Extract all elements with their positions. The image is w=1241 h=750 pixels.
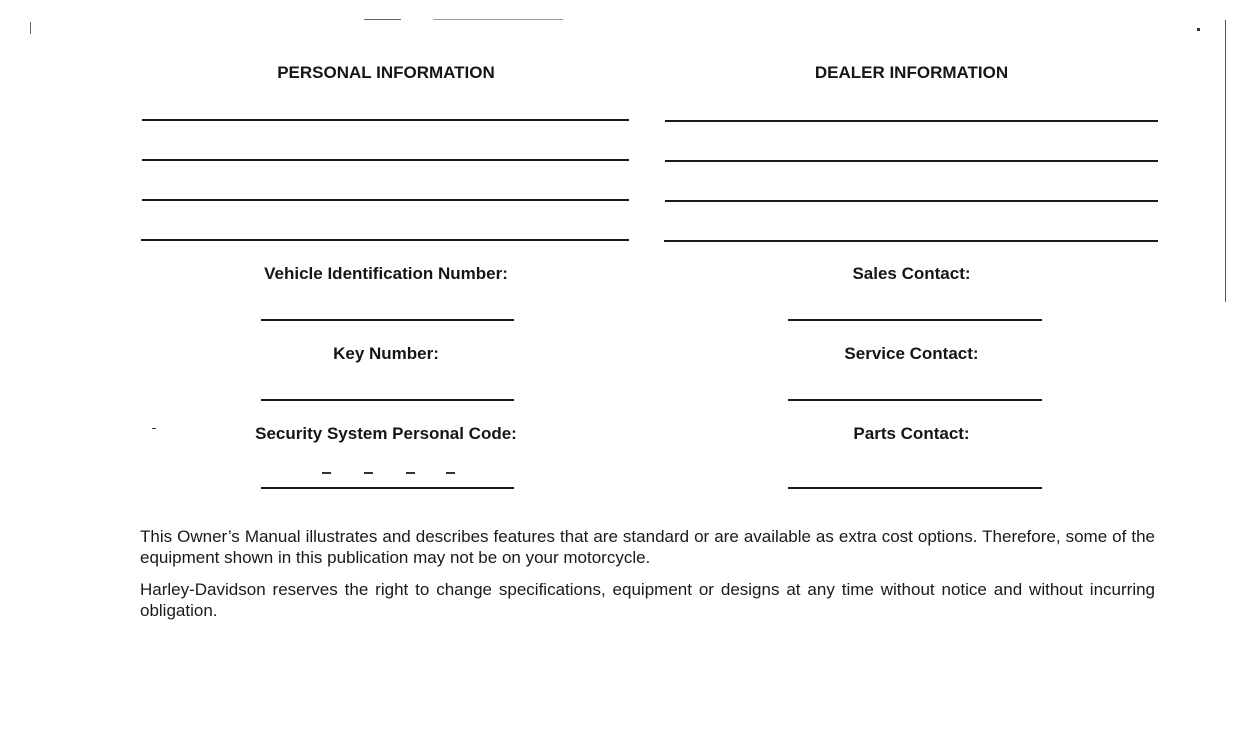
vin-label: Vehicle Identification Number: — [264, 264, 508, 283]
key-number-label: Key Number: — [333, 344, 439, 363]
code-digit-2[interactable] — [364, 472, 373, 474]
dealer-information-heading: DEALER INFORMATION — [814, 63, 1009, 82]
personal-line-2[interactable] — [142, 159, 629, 161]
notice-paragraph-options: This Owner’s Manual illustrates and describes features that are standard or are available as extra cost options. Therefore, some of the equipment shown in this publication may not be on your motorcycle. — [140, 527, 1155, 567]
personal-line-1[interactable] — [142, 119, 629, 121]
dealer-line-3[interactable] — [665, 200, 1158, 202]
code-digit-3[interactable] — [406, 472, 415, 474]
vin-line[interactable] — [261, 319, 514, 321]
scan-mark-right-dot — [1197, 28, 1200, 31]
security-code-line[interactable] — [261, 487, 514, 489]
sales-contact-label: Sales Contact: — [852, 264, 971, 283]
service-contact-line[interactable] — [788, 399, 1042, 401]
dealer-line-2[interactable] — [665, 160, 1158, 162]
code-digit-4[interactable] — [446, 472, 455, 474]
scan-mark-top-2 — [433, 19, 563, 20]
scan-mark-left — [30, 22, 31, 34]
parts-contact-label: Parts Contact: — [853, 424, 970, 443]
security-code-dashes[interactable] — [322, 472, 462, 476]
parts-contact-line[interactable] — [788, 487, 1042, 489]
scan-mark-top-1 — [364, 19, 401, 20]
dealer-line-1[interactable] — [665, 120, 1158, 122]
code-digit-1[interactable] — [322, 472, 331, 474]
key-number-line[interactable] — [261, 399, 514, 401]
sales-contact-line[interactable] — [788, 319, 1042, 321]
dealer-line-4[interactable] — [664, 240, 1158, 242]
service-contact-label: Service Contact: — [844, 344, 979, 363]
notice-paragraph-rights: Harley-Davidson reserves the right to change specifications, equipment or designs at any time without notice and without incurring obligation. — [140, 580, 1155, 620]
security-code-label: Security System Personal Code: — [255, 424, 517, 443]
personal-line-4[interactable] — [141, 239, 629, 241]
personal-information-heading: PERSONAL INFORMATION — [277, 63, 495, 82]
scan-mark-right-edge — [1225, 20, 1226, 302]
personal-line-3[interactable] — [142, 199, 629, 201]
